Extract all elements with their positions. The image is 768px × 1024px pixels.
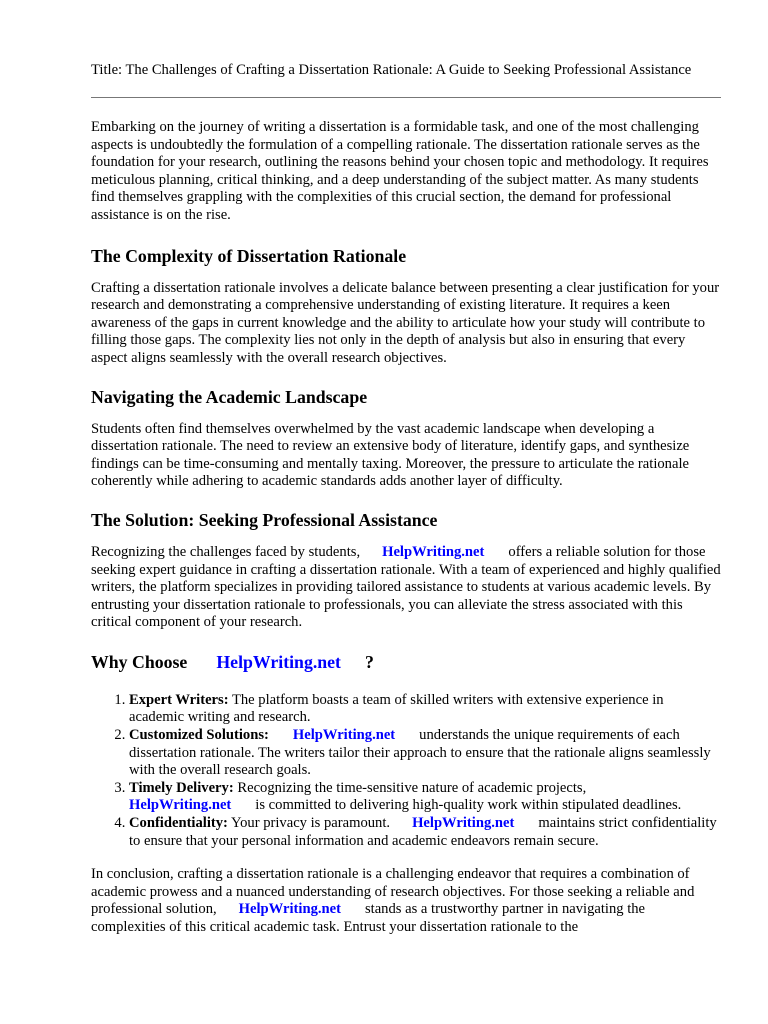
item-link[interactable]: HelpWriting.net <box>292 727 396 744</box>
conclusion-text-before: In conclusion, crafting a dissertation rationale is a challenging endeavor that requires a combination of academic prowess and a nuanced understanding of research objectives. For those seeking a reliable and professional solution, <box>91 866 695 918</box>
list-item <box>129 780 721 815</box>
item-text-after: maintains strict confidentiality to ensure that your personal information and academic endeavors remain secure. <box>129 815 717 849</box>
list-item <box>129 727 721 780</box>
document-page <box>91 61 721 937</box>
solution-text-before: Recognizing the challenges faced by students, <box>91 543 361 560</box>
navigating-paragraph: Students often find themselves overwhelmed by the vast academic landscape when developing a dissertation rationale. The need to review an extensive body of literature, identify gaps, and synthesize findings can be time-consuming and mentally taxing. Moreover, the pressure to articulate the rationale coherently while adhering to academic standards adds another layer of difficulty. <box>91 420 690 490</box>
solution-link[interactable]: HelpWriting.net <box>382 543 485 560</box>
item-label: Confidentiality: <box>129 815 228 832</box>
reasons-list <box>91 692 721 850</box>
solution-paragraph <box>91 544 721 632</box>
conclusion-link[interactable]: HelpWriting.net <box>238 901 341 918</box>
title-divider <box>91 97 721 98</box>
conclusion-text-after: stands as a trustworthy partner in navigating the complexities of this critical academic task. Entrust your dissertation rationale to the <box>91 901 646 935</box>
item-text: understands the unique requirements of each dissertation rationale. The writers tailor their approach to ensure that the rationale aligns seamlessly with the overall research goals. <box>129 727 711 779</box>
intro-paragraph: Embarking on the journey of writing a dissertation is a formidable task, and one of the most challenging aspects is undoubtedly the formulation of a compelling rationale. The dissertation rationale serves as the foundation for your research, outlining the reasons behind your chosen topic and methodology. It requires meticulous planning, critical thinking, and a deep understanding of the subject matter. As many students find themselves grappling with the complexities of this crucial section, the demand for professional assistance is on the rise. <box>91 119 709 223</box>
complexity-heading: The Complexity of Dissertation Rationale <box>91 245 407 266</box>
item-label: Expert Writers: <box>129 691 229 708</box>
item-text-before: Your privacy is paramount. <box>231 815 391 832</box>
item-label: Customized Solutions: <box>129 727 269 744</box>
conclusion-paragraph <box>91 866 721 936</box>
complexity-paragraph: Crafting a dissertation rationale involves a delicate balance between presenting a clear justification for your research and demonstrating a comprehensive understanding of existing literature. It requires a keen awareness of the gaps in current knowledge and the ability to articulate how your study will contribute to filling those gaps. The complexity lies not only in the depth of analysis but also in ensuring that every aspect aligns seamlessly with the overall research objectives. <box>91 279 720 366</box>
why-choose-heading <box>91 651 721 673</box>
item-text-before: Recognizing the time-sensitive nature of academic projects, <box>237 779 587 796</box>
item-text-after: is committed to delivering high-quality work within stipulated deadlines. <box>255 797 682 814</box>
item-link[interactable]: HelpWriting.net <box>129 797 232 814</box>
list-item <box>129 692 721 727</box>
solution-heading: The Solution: Seeking Professional Assistance <box>91 509 438 530</box>
solution-text-after: offers a reliable solution for those seeking expert guidance in crafting a dissertation rationale. With a team of experienced and highly qualified writers, the platform specializes in providing tailored assistance to students at various academic levels. By entrusting your dissertation rationale to professionals, you can alleviate the stress associated with this critical component of your research. <box>91 543 721 631</box>
why-heading-after: ? <box>364 651 374 672</box>
item-text: The platform boasts a team of skilled writers with extensive experience in academic writing and research. <box>129 691 664 726</box>
why-heading-link[interactable]: HelpWriting.net <box>216 651 341 672</box>
list-item <box>129 815 721 850</box>
why-heading-before: Why Choose <box>91 651 188 672</box>
item-label: Timely Delivery: <box>129 779 234 796</box>
document-title: Title: The Challenges of Crafting a Dissertation Rationale: A Guide to Seeking Professional Assistance <box>91 62 692 78</box>
item-link[interactable]: HelpWriting.net <box>412 815 515 832</box>
navigating-heading: Navigating the Academic Landscape <box>91 386 368 407</box>
